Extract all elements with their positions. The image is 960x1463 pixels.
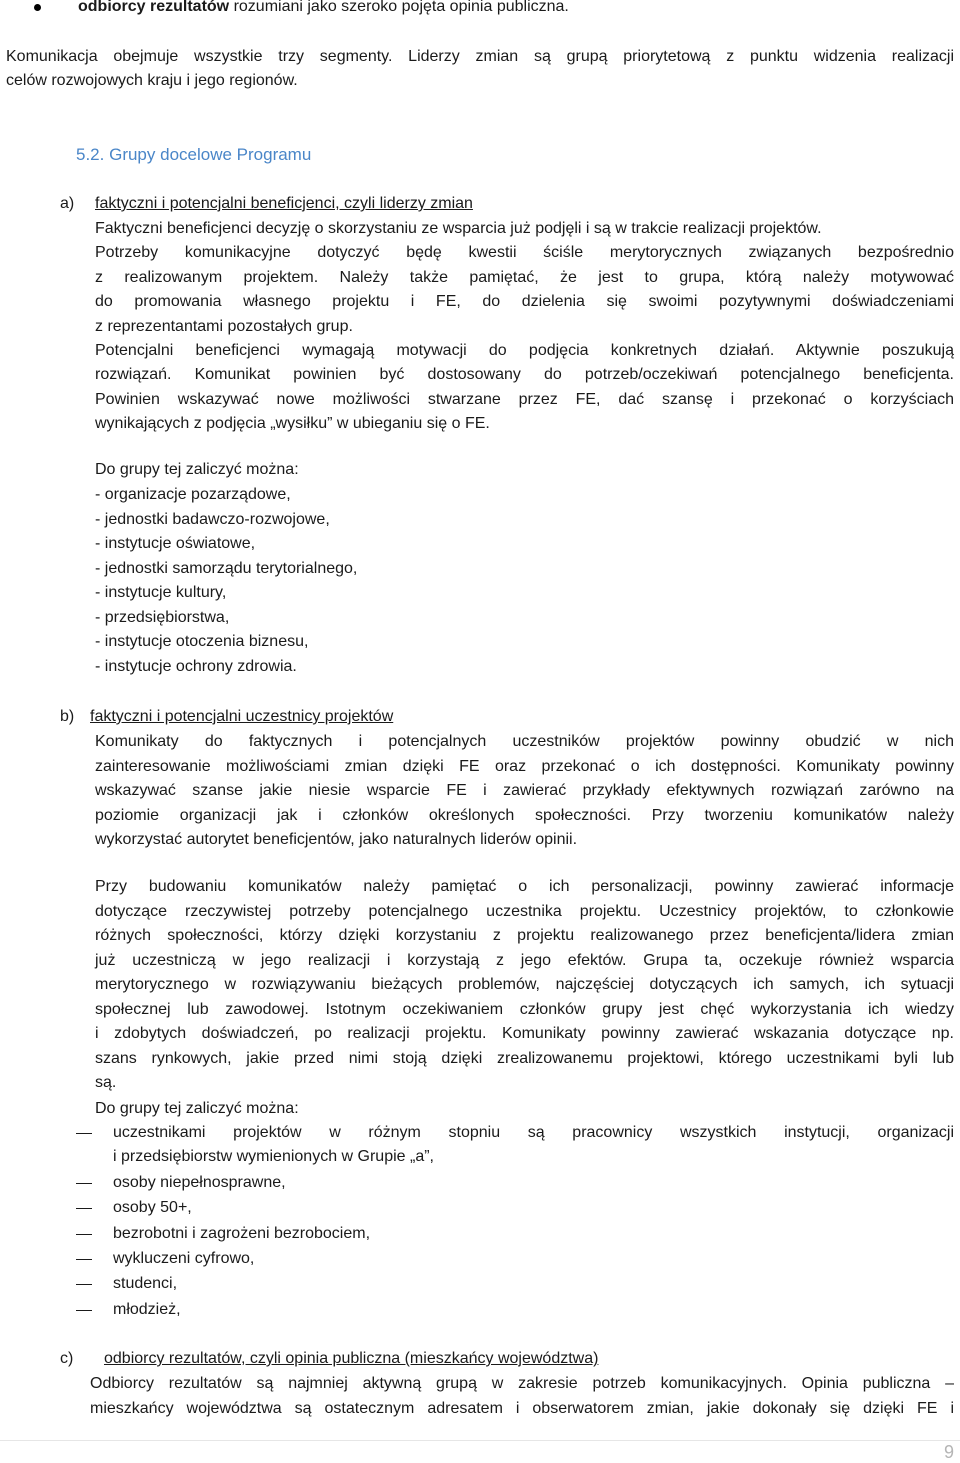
item-b-list-item-1-line-2: i przedsiębiorstw wymienionych w Grupie „a”, (113, 1148, 434, 1165)
bullet-dot-icon (34, 4, 41, 11)
item-b-list-item: studenci, (113, 1275, 178, 1293)
item-b-list-item: osoby niepełnosprawne, (113, 1174, 286, 1191)
item-b-group-intro: Do grupy tej zaliczyć można: (95, 1100, 299, 1117)
bullet-rest-text: rozumiani jako szeroko pojęta opinia publiczna. (229, 0, 569, 15)
section-number: 5.2. (76, 145, 105, 164)
a-body-line: Potencjalni beneficjenci wymagają motywacji do podjęcia konkretnych działań. Aktywnie poszukują (95, 342, 954, 359)
b-body2-line: i zdobytych doświadczeń, po realizacji projektu. Komunikaty powinny zawierać wskazania dotyczące np. (95, 1025, 954, 1042)
dash-icon (76, 1208, 92, 1209)
a-list-line: - organizacje pozarządowe, (95, 486, 291, 503)
item-a-title: faktyczni i potencjalni beneficjenci, czyli liderzy zmian (95, 195, 473, 212)
b-body2-line: są. (95, 1074, 117, 1091)
item-b-title: faktyczni i potencjalni uczestnicy projektów (90, 708, 394, 725)
item-b-marker: b) (60, 708, 75, 725)
b-body2-line: Przy budowaniu komunikatów należy pamiętać o ich personalizacji, powinny zawierać informacje (95, 878, 954, 895)
item-b-list-item: młodzież, (113, 1300, 181, 1318)
b-body1-line: poziomie organizacji jak i członków określonych społeczności. Przy tworzeniu komunikatów należy (95, 806, 954, 824)
item-a-group-intro: Do grupy tej zaliczyć można: (95, 461, 299, 478)
item-b-list-item-1-line-1: uczestnikami projektów w różnym stopniu są pracownicy wszystkich instytucji, organizacji (113, 1124, 954, 1141)
b-body1-line: Komunikaty do faktycznych i potencjalnych uczestników projektów powinny obudzić w nich (95, 733, 954, 750)
b-body1-line: wykorzystać autorytet beneficjentów, jako naturalnych liderów opinii. (95, 831, 578, 848)
a-body-line: wynikających z podjęcia „wysiłku” w ubieganiu się o FE. (95, 415, 490, 433)
item-b-list-item: osoby 50+, (113, 1199, 192, 1217)
a-list-line: - instytucje oświatowe, (95, 535, 256, 552)
item-a-marker: a) (60, 195, 75, 212)
b-body2-line: różnych społeczności, którzy dzięki korzystaniu z projektu realizowanego przez beneficjenta/lidera zmian (95, 927, 954, 944)
a-body-line: rozwiązań. Komunikat powinien być dostosowany do potrzeb/oczekiwań potencjalnego beneficjenta. (95, 366, 954, 384)
intro-line-2: celów rozwojowych kraju i jego regionów. (6, 72, 298, 89)
dash-icon (76, 1183, 92, 1184)
b-body2-line: dotyczące rzeczywistej potrzeby potencjalnego uczestnika projektu. Uczestnicy projektów, to członkowie (95, 902, 954, 920)
a-body-line: z realizowanym projektem. Należy także pamiętać, że jest to grupa, którą należy motywować (95, 268, 954, 286)
item-c-marker: c) (60, 1350, 74, 1367)
item-b-list-item: bezrobotni i zagrożeni bezrobociem, (113, 1224, 371, 1242)
a-body-line: z reprezentantami pozostałych grup. (95, 317, 353, 335)
c-body-line: Odbiorcy rezultatów są najmniej aktywną grupą w zakresie potrzeb komunikacyjnych. Opinia publiczna – (90, 1375, 954, 1392)
a-list-line: - instytucje ochrony zdrowia. (95, 657, 297, 675)
a-body-line: Faktyczni beneficjenci decyzję o skorzystaniu ze wsparcia już podjęli i są w trakcie realizacji projektów. (95, 220, 822, 237)
a-list-line: - jednostki badawczo-rozwojowe, (95, 510, 330, 528)
section-title: Grupy docelowe Programu (109, 145, 312, 164)
b-body2-line: merytorycznego w rozwiązywaniu bieżących problemów, najczęściej dotyczących ich samych, ich sytuacji (95, 976, 954, 993)
b-body2-line: już uczestniczą w jego realizacji i korzystają z jego efektów. Grupa ta, oczekuje również wsparcia (95, 951, 954, 969)
dash-icon (76, 1133, 92, 1134)
dash-icon (76, 1310, 92, 1311)
item-b-list-item: wykluczeni cyfrowo, (113, 1249, 255, 1267)
b-body1-line: wskazywać szanse jakie niesie wsparcie FE i zawierać przykłady efektywnych rozwiązań zarówno na (95, 782, 954, 799)
bullet-line (34, 0, 569, 18)
section-heading (76, 144, 311, 166)
item-c-title: odbiorcy rezultatów, czyli opinia publiczna (mieszkańcy województwa) (104, 1350, 599, 1367)
a-body-line: Powinien wskazywać nowe możliwości stwarzane przez FE, dać szansę i przekonać o korzyściach (95, 390, 954, 408)
a-body-line: do promowania własnego projektu i FE, do dzielenia się swoimi pozytywnymi doświadczeniami (95, 293, 954, 311)
bullet-bold-text: odbiorcy rezultatów (78, 0, 230, 15)
dash-icon (76, 1284, 92, 1285)
dash-icon (76, 1234, 92, 1235)
a-body-line: Potrzeby komunikacyjne dotyczyć będę kwestii ściśle merytorycznych związanych bezpośrednio (95, 244, 954, 262)
b-body1-line: zainteresowanie możliwościami zmian dzięki FE oraz przekonać o ich dostępności. Komunikaty powinny (95, 757, 954, 775)
page-number: 9 (943, 1442, 954, 1462)
b-body2-line: społecznej lub zawodowej. Istotnym oczekiwaniem członków grupy jest chęć wykorzystania ich wiedzy (95, 1000, 954, 1018)
c-body-line: mieszkańcy województwa są ostatecznym adresatem i obserwatorem zmian, jakie dokonały się dzięki FE i (90, 1399, 954, 1417)
a-list-line: - instytucje otoczenia biznesu, (95, 633, 309, 650)
a-list-line: - instytucje kultury, (95, 584, 227, 601)
a-list-line: - jednostki samorządu terytorialnego, (95, 559, 358, 577)
footer-divider (0, 1440, 960, 1441)
a-list-line: - przedsiębiorstwa, (95, 608, 230, 626)
b-body2-line: szans rynkowych, jakie przed nimi stoją dzięki zrealizowanemu projektowi, którego uczestnikami byli lub (95, 1049, 954, 1067)
dash-icon (76, 1259, 92, 1260)
intro-line-1: Komunikacja obejmuje wszystkie trzy segmenty. Liderzy zmian są grupą priorytetową z punktu widzenia realizacji (6, 48, 954, 65)
